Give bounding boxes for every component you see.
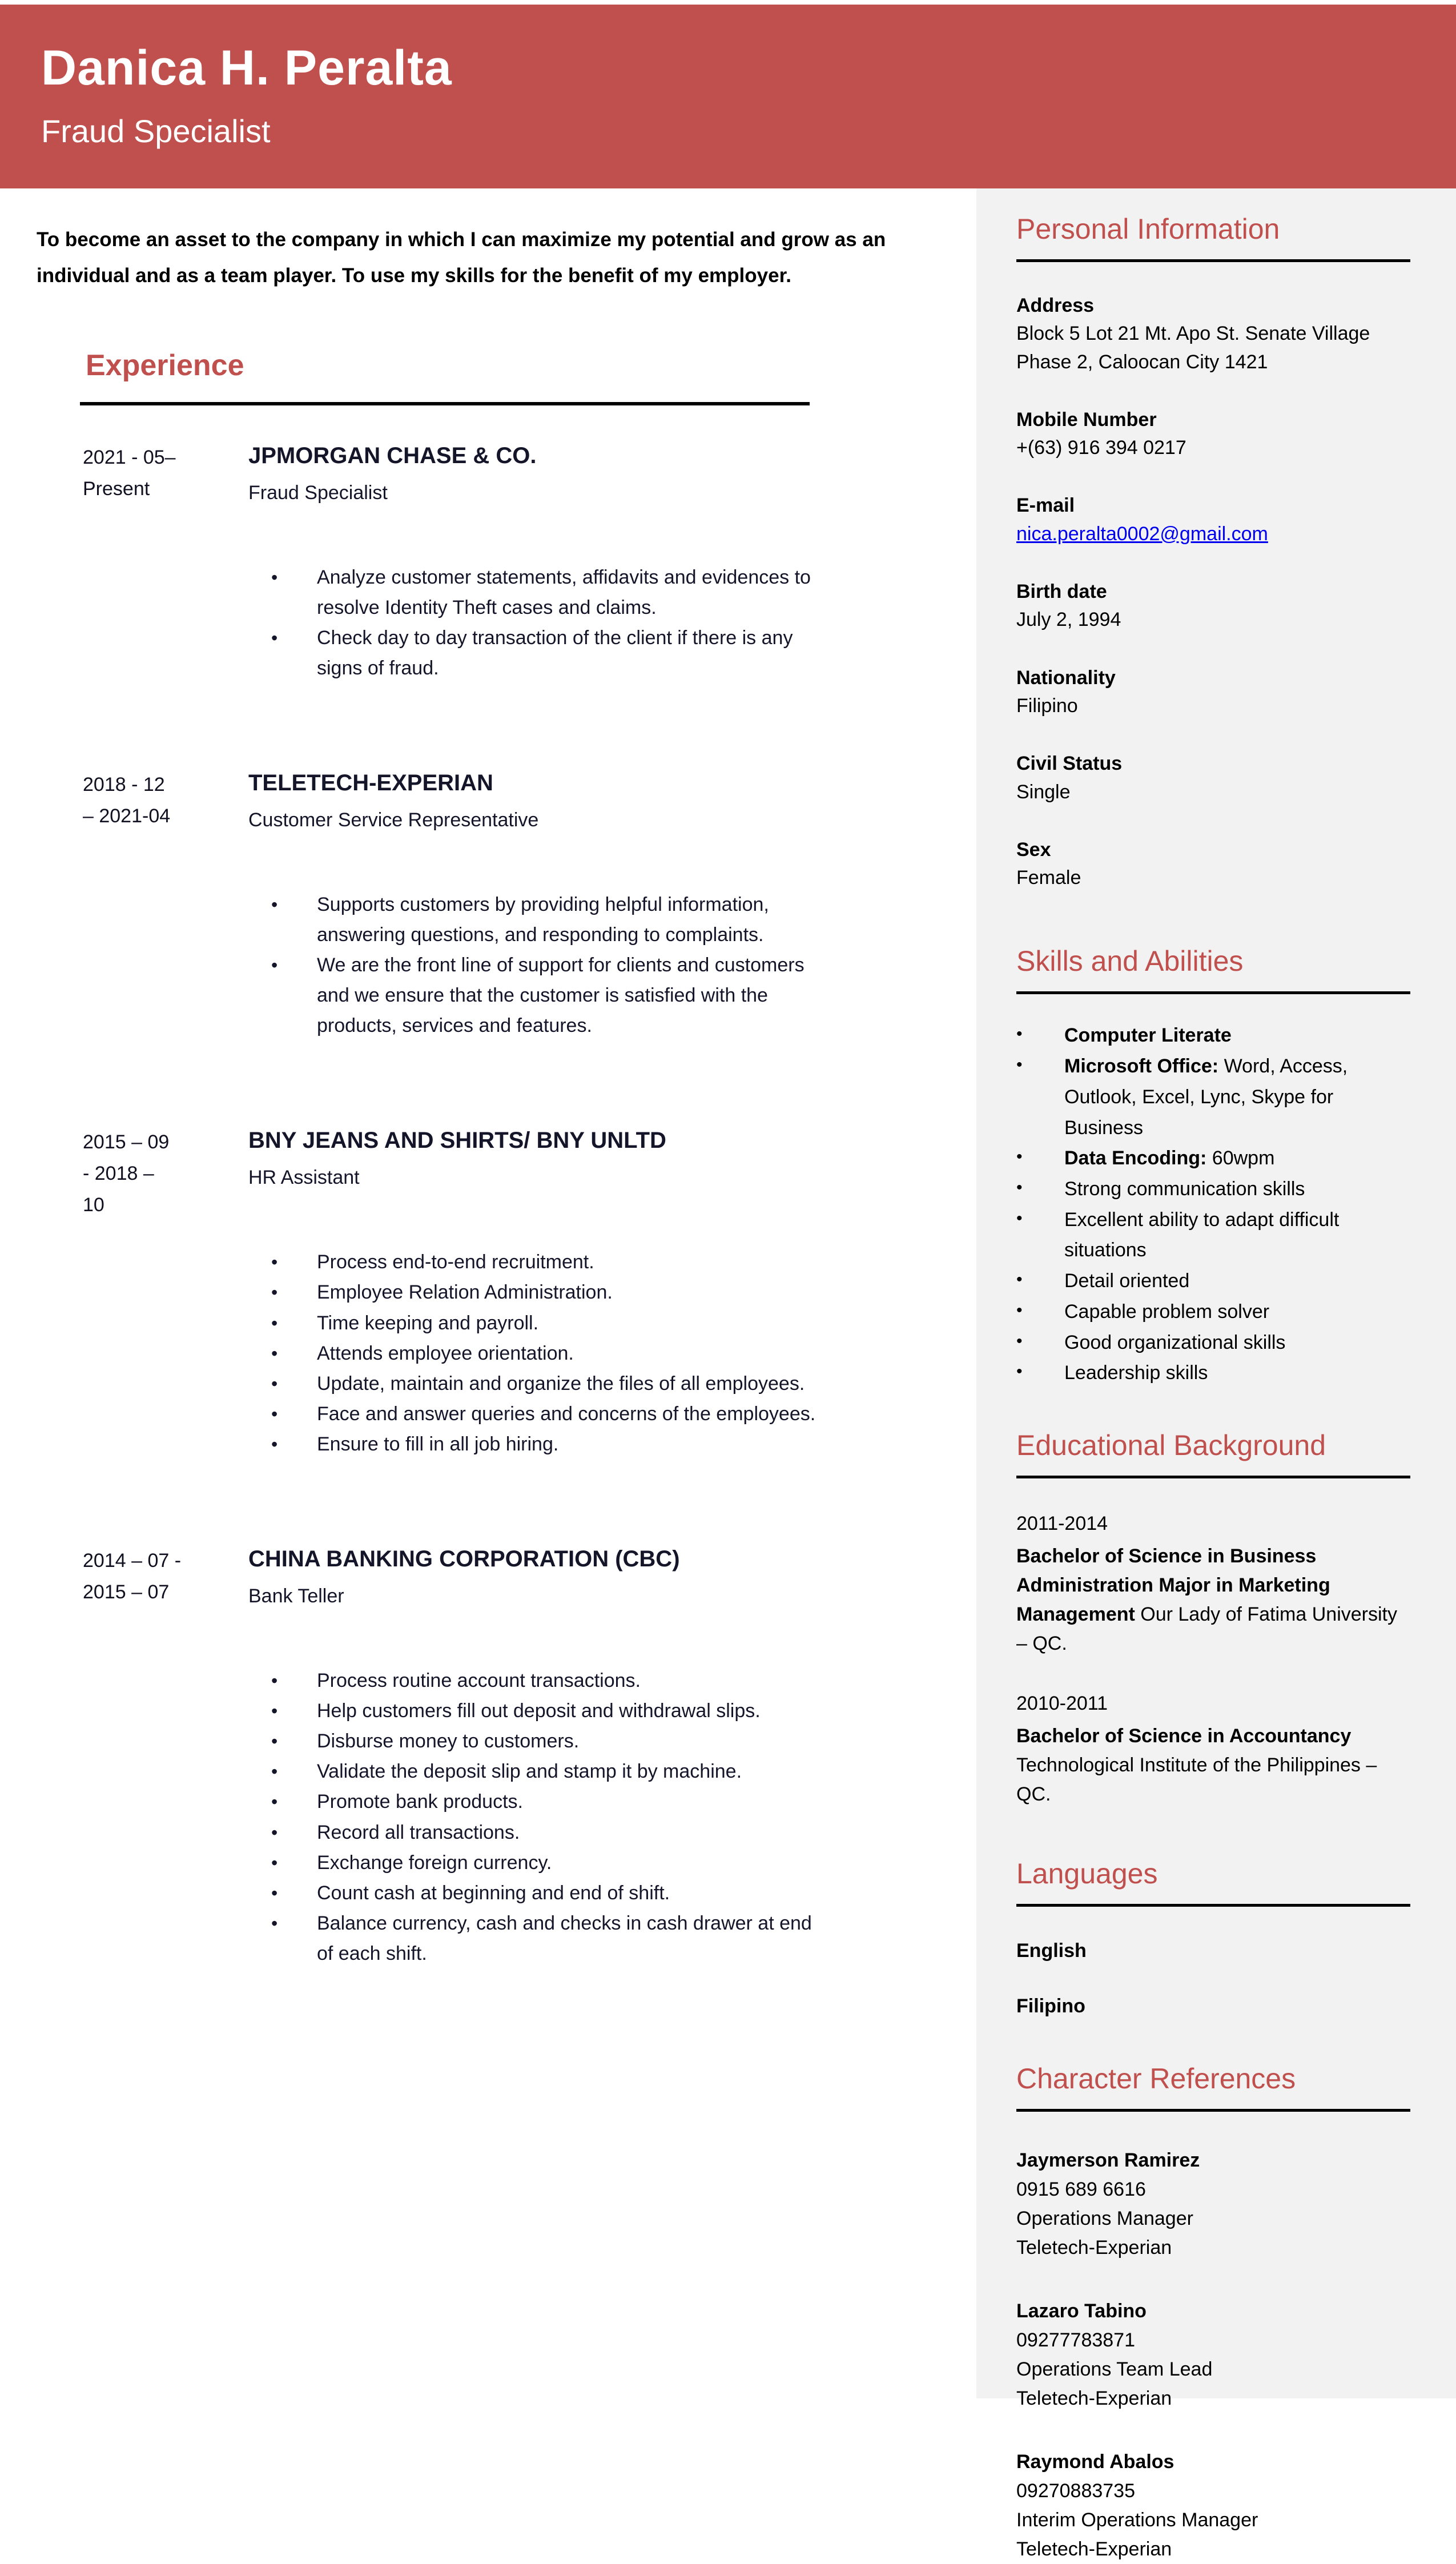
skill-text-rest: Capable problem solver — [1064, 1300, 1270, 1323]
bullet-dot-icon: • — [271, 1761, 278, 1782]
job-bullet-list — [271, 890, 899, 1041]
bullet-dot-icon: • — [271, 1312, 278, 1333]
bullet-dot-icon: • — [271, 1882, 278, 1903]
reference-company: Teletech-Experian — [1016, 2538, 1172, 2561]
job-bullet-text: Balance currency, cash and checks in cash drawer at end of each shift. — [317, 1912, 812, 1964]
languages-section — [1016, 1857, 1410, 2018]
skill-text-bold: Microsoft Office: — [1064, 1055, 1219, 1078]
skills-list — [1016, 1020, 1410, 1389]
section-heading-experience: Experience — [86, 349, 244, 382]
education-degree: Bachelor of Science in Accountancy — [1016, 1725, 1352, 1747]
job-role: HR Assistant — [248, 1167, 360, 1189]
job-bullet-item — [271, 1277, 899, 1308]
skill-text-bold: Computer Literate — [1064, 1024, 1232, 1047]
bullet-dot-icon: • — [271, 1701, 278, 1722]
reference-item — [1016, 2448, 1410, 2564]
bullet-dot-icon: • — [1016, 1147, 1023, 1167]
skill-item — [1016, 1266, 1410, 1297]
bullet-dot-icon: • — [271, 1852, 278, 1873]
personal-info-section — [1016, 212, 1410, 892]
civil-status-field — [1016, 750, 1410, 806]
skill-text — [1064, 1143, 1410, 1174]
skill-item — [1016, 1174, 1410, 1205]
job-date-line: 2021 - 05– — [83, 447, 176, 468]
job-role: Bank Teller — [248, 1585, 344, 1607]
civil-status-value: Single — [1016, 781, 1071, 803]
job-company: BNY JEANS AND SHIRTS/ BNY UNLTD — [248, 1128, 666, 1154]
skill-text — [1064, 1297, 1410, 1328]
skill-text-rest: 60wpm — [1206, 1147, 1275, 1170]
reference-company: Teletech-Experian — [1016, 2388, 1172, 2410]
language-item: Filipino — [1016, 1995, 1085, 2018]
reference-phone: 09270883735 — [1016, 2480, 1136, 2502]
job-bullet-item — [271, 1696, 899, 1726]
job-bullet-item — [271, 1878, 899, 1908]
bullet-dot-icon: • — [271, 894, 278, 915]
birthdate-label: Birth date — [1016, 581, 1107, 603]
skill-item — [1016, 1143, 1410, 1174]
bullet-dot-icon: • — [1016, 1178, 1023, 1197]
job-bullet-text: Face and answer queries and concerns of the employees. — [317, 1402, 816, 1425]
job-bullet-list — [271, 562, 899, 684]
education-years: 2010-2011 — [1016, 1693, 1108, 1715]
skill-item — [1016, 1328, 1410, 1359]
section-heading-references: Character References — [1016, 2063, 1296, 2095]
education-degree-school — [1016, 1542, 1410, 1658]
job-bullet-text: Process end-to-end recruitment. — [317, 1251, 594, 1273]
job-bullet-item — [271, 1308, 899, 1339]
job-body — [248, 1127, 899, 1460]
reference-phone: 0915 689 6616 — [1016, 2179, 1146, 2201]
job-bullet-item — [271, 1908, 899, 1969]
bullet-dot-icon: • — [271, 1731, 278, 1752]
job-bullet-item — [271, 1787, 899, 1817]
job-entry — [83, 1127, 976, 1460]
job-dates — [83, 442, 248, 684]
reference-phone: 09277783871 — [1016, 2329, 1136, 2352]
bullet-dot-icon: • — [271, 567, 278, 588]
education-section — [1016, 1429, 1410, 1809]
job-date-line: 2014 – 07 - — [83, 1550, 182, 1572]
job-bullet-item — [271, 1339, 899, 1369]
job-bullet-text: Help customers fill out deposit and withdrawal slips. — [317, 1700, 761, 1722]
skill-text-rest: Excellent ability to adapt difficult situations — [1064, 1208, 1340, 1261]
education-rule — [1016, 1476, 1410, 1478]
bullet-dot-icon: • — [271, 628, 278, 649]
languages-list — [1016, 1940, 1410, 2018]
job-bullet-text: Process routine account transactions. — [317, 1670, 641, 1692]
job-bullet-text: Exchange foreign currency. — [317, 1851, 552, 1874]
skill-text — [1064, 1328, 1410, 1359]
bullet-dot-icon: • — [1016, 1208, 1023, 1228]
job-company: TELETECH-EXPERIAN — [248, 770, 493, 796]
job-bullet-text: Analyze customer statements, affidavits and evidences to resolve Identity Theft cases and claims. — [317, 566, 811, 619]
address-label: Address — [1016, 295, 1095, 316]
job-bullet-item — [271, 1399, 899, 1429]
job-entry — [83, 442, 976, 684]
job-bullet-item — [271, 1666, 899, 1696]
skill-item — [1016, 1020, 1410, 1051]
objective-text: To become an asset to the company in which I can maximize my potential and grow as an individual and as a team player. To use my skills for the benefit of my employer. — [37, 228, 886, 287]
bullet-dot-icon: • — [271, 955, 278, 976]
address-field — [1016, 292, 1410, 376]
address-value-line1: Block 5 Lot 21 Mt. Apo St. Senate Village — [1016, 323, 1370, 345]
bullet-dot-icon: • — [271, 1791, 278, 1813]
job-dates — [83, 1545, 248, 1969]
references-rule — [1016, 2109, 1410, 2112]
personal-information-rule — [1016, 259, 1410, 262]
section-heading-education: Educational Background — [1016, 1429, 1326, 1462]
job-company: JPMORGAN CHASE & CO. — [248, 443, 537, 468]
skill-text-rest: Detail oriented — [1064, 1270, 1190, 1292]
section-heading-personal-information: Personal Information — [1016, 213, 1280, 245]
education-degree: Bachelor of Science in Business Administration Major in Marketing Management — [1016, 1545, 1330, 1626]
job-bullet-text: Update, maintain and organize the files of all employees. — [317, 1372, 805, 1394]
bullet-dot-icon: • — [271, 1373, 278, 1394]
skill-text-rest: Good organizational skills — [1064, 1331, 1286, 1353]
job-date-line: 2018 - 12 — [83, 774, 165, 796]
job-bullet-item — [271, 623, 899, 684]
main-column — [0, 188, 976, 1969]
job-role: Fraud Specialist — [248, 482, 388, 504]
bullet-dot-icon: • — [271, 1252, 278, 1273]
job-date-line: – 2021-04 — [83, 805, 171, 827]
job-bullet-text: Count cash at beginning and end of shift. — [317, 1882, 670, 1904]
reference-name: Raymond Abalos — [1016, 2451, 1175, 2473]
references-section — [1016, 2062, 1410, 2564]
mobile-field — [1016, 406, 1410, 463]
job-bullet-text: Promote bank products. — [317, 1791, 523, 1813]
reference-name: Lazaro Tabino — [1016, 2300, 1147, 2322]
reference-item — [1016, 2297, 1410, 2413]
job-bullet-item — [271, 1369, 899, 1399]
education-school: Our Lady of Fatima University – QC. — [1016, 1603, 1397, 1655]
job-bullet-text: Record all transactions. — [317, 1821, 520, 1843]
job-date-line: 2015 – 09 — [83, 1131, 170, 1154]
skill-text-rest: Strong communication skills — [1064, 1178, 1305, 1200]
reference-name: Jaymerson Ramirez — [1016, 2149, 1200, 2172]
skill-text — [1064, 1205, 1410, 1266]
birthdate-field — [1016, 578, 1410, 634]
bullet-dot-icon: • — [1016, 1300, 1023, 1320]
job-bullet-text: Disburse money to customers. — [317, 1730, 580, 1753]
skill-text — [1064, 1266, 1410, 1297]
address-value-line2: Phase 2, Caloocan City 1421 — [1016, 351, 1268, 373]
nationality-label: Nationality — [1016, 666, 1116, 689]
skill-text-rest: Leadership skills — [1064, 1362, 1208, 1384]
skill-text — [1064, 1358, 1410, 1389]
skill-text — [1064, 1020, 1410, 1051]
bullet-dot-icon: • — [1016, 1055, 1023, 1075]
bullet-dot-icon: • — [271, 1822, 278, 1843]
sidebar — [976, 188, 1456, 2561]
skill-text — [1064, 1174, 1410, 1205]
experience-heading-rule — [80, 402, 810, 405]
reference-role: Interim Operations Manager — [1016, 2509, 1258, 2531]
skill-item — [1016, 1297, 1410, 1328]
education-item — [1016, 1509, 1410, 1658]
job-bullet-text: We are the front line of support for clients and customers and we ensure that the customer is satisfied with the products, services and features. — [317, 954, 805, 1037]
languages-rule — [1016, 1904, 1410, 1907]
job-bullet-item — [271, 950, 899, 1041]
job-bullet-item — [271, 1726, 899, 1757]
job-body — [248, 769, 899, 1041]
bullet-dot-icon: • — [1016, 1024, 1023, 1044]
skill-item — [1016, 1205, 1410, 1266]
job-body — [248, 442, 899, 684]
bullet-dot-icon: • — [1016, 1270, 1023, 1289]
job-bullet-list — [271, 1666, 899, 1969]
job-company: CHINA BANKING CORPORATION (CBC) — [248, 1546, 680, 1572]
nationality-field — [1016, 664, 1410, 721]
skill-item — [1016, 1358, 1410, 1389]
bullet-dot-icon: • — [271, 1282, 278, 1303]
education-list — [1016, 1509, 1410, 1809]
bullet-dot-icon: • — [271, 1343, 278, 1364]
job-role: Customer Service Representative — [248, 809, 539, 831]
email-label: E-mail — [1016, 495, 1075, 517]
job-date-line: 10 — [83, 1194, 104, 1216]
email-field — [1016, 492, 1410, 548]
job-bullet-text: Supports customers by providing helpful information, answering questions, and responding to complaints. — [317, 894, 769, 946]
skill-text-bold: Data Encoding: — [1064, 1147, 1207, 1170]
job-bullet-text: Ensure to fill in all job hiring. — [317, 1433, 559, 1455]
language-item: English — [1016, 1940, 1087, 1962]
bullet-dot-icon: • — [271, 1670, 278, 1691]
skill-item — [1016, 1051, 1410, 1143]
job-bullet-item — [271, 1247, 899, 1277]
job-bullet-item — [271, 1429, 899, 1460]
job-bullet-item — [271, 1757, 899, 1787]
job-bullet-item — [271, 562, 899, 623]
education-years: 2011-2014 — [1016, 1513, 1108, 1535]
job-dates — [83, 769, 248, 1041]
sex-field — [1016, 836, 1410, 893]
header-band — [0, 5, 1456, 188]
skills-section — [1016, 945, 1410, 1389]
bullet-dot-icon: • — [1016, 1331, 1023, 1351]
reference-company: Teletech-Experian — [1016, 2237, 1172, 2259]
bullet-dot-icon: • — [1016, 1362, 1023, 1381]
education-degree-school — [1016, 1722, 1410, 1809]
nationality-value: Filipino — [1016, 694, 1078, 717]
job-bullet-item — [271, 1818, 899, 1848]
job-bullet-item — [271, 890, 899, 950]
experience-job-list — [0, 442, 976, 1969]
mobile-value: +(63) 916 394 0217 — [1016, 437, 1186, 459]
reference-role: Operations Manager — [1016, 2208, 1193, 2230]
sex-value: Female — [1016, 867, 1081, 889]
mobile-label: Mobile Number — [1016, 408, 1157, 431]
job-body — [248, 1545, 899, 1969]
job-dates — [83, 1127, 248, 1460]
job-bullet-text: Check day to day transaction of the client if there is any signs of fraud. — [317, 627, 793, 680]
bullet-dot-icon: • — [271, 1433, 278, 1454]
education-school: Technological Institute of the Philippines – QC. — [1016, 1754, 1377, 1806]
person-job-title: Fraud Specialist — [41, 112, 271, 149]
reference-item — [1016, 2146, 1410, 2262]
job-bullet-text: Employee Relation Administration. — [317, 1281, 613, 1304]
section-heading-languages: Languages — [1016, 1858, 1158, 1890]
references-list — [1016, 2146, 1410, 2564]
email-link[interactable]: nica.peralta0002@gmail.com — [1016, 523, 1268, 545]
job-bullet-item — [271, 1848, 899, 1878]
section-heading-skills: Skills and Abilities — [1016, 945, 1244, 978]
skill-text-rest: Word, Access, Outlook, Excel, Lync, Skype for Business — [1064, 1055, 1348, 1139]
job-entry — [83, 769, 976, 1041]
job-date-line: 2015 – 07 — [83, 1581, 170, 1603]
person-name: Danica H. Peralta — [41, 41, 452, 95]
job-bullet-list — [271, 1247, 899, 1460]
job-bullet-text: Attends employee orientation. — [317, 1342, 574, 1364]
education-item — [1016, 1689, 1410, 1809]
job-bullet-text: Validate the deposit slip and stamp it by machine. — [317, 1761, 742, 1783]
reference-role: Operations Team Lead — [1016, 2358, 1213, 2381]
job-date-line: - 2018 – — [83, 1163, 154, 1185]
job-date-line: Present — [83, 478, 150, 500]
skill-text — [1064, 1051, 1410, 1143]
birthdate-value: July 2, 1994 — [1016, 609, 1121, 631]
bullet-dot-icon: • — [271, 1403, 278, 1424]
job-bullet-text: Time keeping and payroll. — [317, 1312, 539, 1334]
sex-label: Sex — [1016, 838, 1051, 861]
skills-rule — [1016, 991, 1410, 994]
bullet-dot-icon: • — [271, 1912, 278, 1934]
job-entry — [83, 1545, 976, 1969]
civil-status-label: Civil Status — [1016, 753, 1123, 775]
